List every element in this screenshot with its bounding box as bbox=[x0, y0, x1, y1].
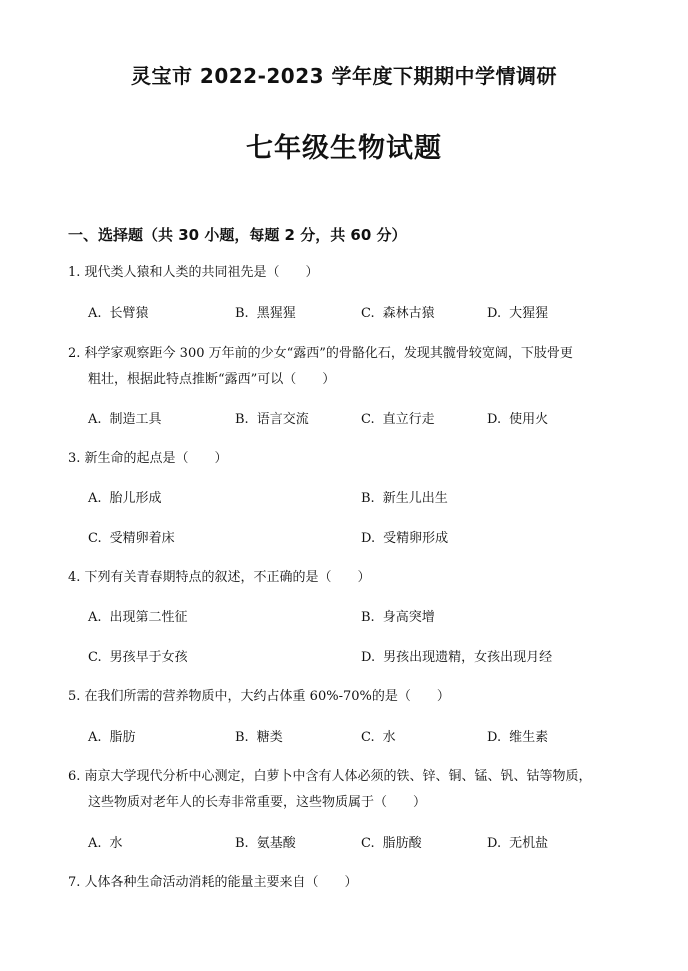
option-a bbox=[88, 408, 162, 432]
option-c bbox=[361, 726, 396, 750]
option-text: 制造工具 bbox=[109, 412, 162, 427]
question-6-options bbox=[88, 832, 648, 856]
option-c bbox=[88, 527, 175, 551]
option-letter: B. bbox=[235, 412, 249, 427]
option-text: 无机盐 bbox=[509, 836, 549, 851]
question-2 bbox=[68, 341, 638, 393]
option-letter: B. bbox=[361, 610, 375, 625]
option-letter: A. bbox=[88, 491, 102, 506]
option-d bbox=[361, 527, 448, 551]
question-2-options bbox=[88, 408, 648, 432]
option-b bbox=[361, 606, 435, 630]
option-b bbox=[235, 302, 296, 326]
option-letter: A. bbox=[88, 730, 102, 745]
option-text: 大猩猩 bbox=[509, 306, 549, 321]
option-text: 黑猩猩 bbox=[256, 306, 296, 321]
option-letter: B. bbox=[235, 836, 249, 851]
question-3-options-row2 bbox=[88, 527, 648, 551]
question-number: 3. bbox=[68, 451, 81, 466]
question-text-continued: 这些物质对老年人的长寿非常重要，这些物质属于（ ） bbox=[88, 795, 427, 810]
question-text: 新生命的起点是（ ） bbox=[84, 451, 228, 466]
option-c bbox=[88, 646, 188, 670]
option-letter: D. bbox=[361, 650, 376, 665]
option-text: 直立行走 bbox=[382, 412, 435, 427]
option-text: 受精卵形成 bbox=[383, 531, 449, 546]
option-text: 胎儿形成 bbox=[109, 491, 162, 506]
option-letter: C. bbox=[361, 412, 375, 427]
question-5-options bbox=[88, 726, 648, 750]
option-a bbox=[88, 302, 149, 326]
exam-subject-title: 七年级生物试题 bbox=[246, 133, 442, 164]
option-d bbox=[487, 726, 548, 750]
option-letter: D. bbox=[361, 531, 376, 546]
question-1 bbox=[68, 260, 638, 286]
option-c bbox=[361, 302, 435, 326]
option-letter: A. bbox=[88, 412, 102, 427]
option-letter: A. bbox=[88, 836, 102, 851]
exam-header-title: 灵宝市 2022-2023 学年度下期期中学情调研 bbox=[130, 64, 558, 88]
option-letter: B. bbox=[235, 730, 249, 745]
question-text: 下列有关青春期特点的叙述，不正确的是（ ） bbox=[84, 570, 371, 585]
question-text: 现代类人猿和人类的共同祖先是（ ） bbox=[84, 265, 319, 280]
question-4-options-row1 bbox=[88, 606, 648, 630]
option-text: 出现第二性征 bbox=[109, 610, 188, 625]
option-a bbox=[88, 832, 123, 856]
option-letter: B. bbox=[361, 491, 375, 506]
option-text: 男孩出现遗精，女孩出现月经 bbox=[383, 650, 553, 665]
option-text: 语言交流 bbox=[256, 412, 309, 427]
option-text: 维生素 bbox=[509, 730, 549, 745]
option-d bbox=[361, 646, 552, 670]
option-letter: C. bbox=[88, 650, 102, 665]
option-letter: C. bbox=[361, 836, 375, 851]
option-d bbox=[487, 832, 548, 856]
option-text: 脂肪 bbox=[109, 730, 136, 745]
question-4-options-row2 bbox=[88, 646, 648, 670]
option-letter: D. bbox=[487, 730, 502, 745]
option-text: 水 bbox=[109, 836, 123, 851]
option-b bbox=[235, 408, 309, 432]
question-text: 南京大学现代分析中心测定，白萝卜中含有人体必须的铁、锌、铜、锰、钒、钴等物质， bbox=[84, 769, 592, 784]
question-5 bbox=[68, 684, 638, 710]
option-text: 森林古猿 bbox=[382, 306, 435, 321]
option-letter: C. bbox=[88, 531, 102, 546]
option-text: 使用火 bbox=[509, 412, 549, 427]
option-letter: B. bbox=[235, 306, 249, 321]
option-text: 身高突增 bbox=[382, 610, 435, 625]
option-letter: A. bbox=[88, 306, 102, 321]
option-text: 长臂猿 bbox=[109, 306, 149, 321]
option-d bbox=[487, 408, 548, 432]
option-a bbox=[88, 487, 162, 511]
question-number: 7. bbox=[68, 875, 81, 890]
option-text: 受精卵着床 bbox=[109, 531, 175, 546]
option-text: 新生儿出生 bbox=[382, 491, 448, 506]
question-3 bbox=[68, 446, 638, 472]
question-number: 4. bbox=[68, 570, 81, 585]
question-number: 1. bbox=[68, 265, 81, 280]
question-4 bbox=[68, 565, 638, 591]
option-c bbox=[361, 408, 435, 432]
option-letter: C. bbox=[361, 730, 375, 745]
question-1-options bbox=[88, 302, 648, 326]
option-text: 水 bbox=[382, 730, 396, 745]
option-text: 男孩早于女孩 bbox=[109, 650, 188, 665]
option-d bbox=[487, 302, 548, 326]
option-b bbox=[361, 487, 448, 511]
option-a bbox=[88, 606, 188, 630]
option-text: 氨基酸 bbox=[256, 836, 296, 851]
option-a bbox=[88, 726, 136, 750]
option-text: 脂肪酸 bbox=[382, 836, 422, 851]
question-text: 在我们所需的营养物质中，大约占体重 60%-70%的是（ ） bbox=[84, 689, 450, 704]
question-number: 6. bbox=[68, 769, 81, 784]
option-b bbox=[235, 832, 296, 856]
section-heading: 一、选择题（共 30 小题，每题 2 分，共 60 分） bbox=[68, 226, 407, 244]
question-text: 人体各种生命活动消耗的能量主要来自（ ） bbox=[84, 875, 358, 890]
question-number: 5. bbox=[68, 689, 81, 704]
question-3-options-row1 bbox=[88, 487, 648, 511]
option-b bbox=[235, 726, 283, 750]
question-text-continued: 粗壮，根据此特点推断“露西”可以（ ） bbox=[88, 372, 336, 387]
question-6 bbox=[68, 764, 638, 816]
question-number: 2. bbox=[68, 346, 81, 361]
option-letter: D. bbox=[487, 836, 502, 851]
option-letter: D. bbox=[487, 306, 502, 321]
option-letter: C. bbox=[361, 306, 375, 321]
option-letter: A. bbox=[88, 610, 102, 625]
option-c bbox=[361, 832, 422, 856]
question-7 bbox=[68, 870, 638, 896]
option-text: 糖类 bbox=[256, 730, 283, 745]
question-text: 科学家观察距今 300 万年前的少女“露西”的骨骼化石，发现其髋骨较宽阔，下肢骨更 bbox=[84, 346, 573, 361]
option-letter: D. bbox=[487, 412, 502, 427]
